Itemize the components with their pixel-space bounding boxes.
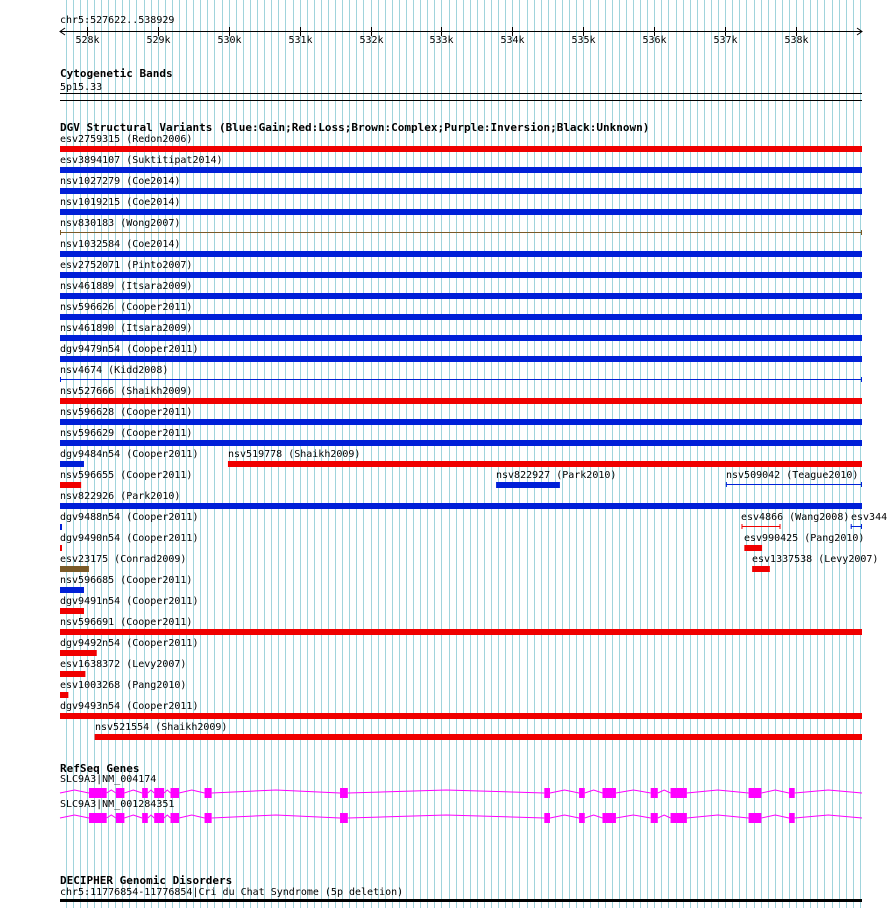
gene-exon — [171, 788, 180, 798]
dgv-feature-label[interactable]: dgv9479n54 (Cooper2011) — [60, 344, 199, 355]
dgv-feature-label[interactable]: nsv596685 (Cooper2011) — [60, 575, 193, 586]
dgv-feature-label[interactable]: nsv521554 (Shaikh2009) — [95, 722, 228, 733]
dgv-feature-label[interactable]: esv4866 (Wang2008) — [741, 512, 850, 523]
dgv-feature-label[interactable]: nsv461890 (Itsara2009) — [60, 323, 193, 334]
dgv-feature-label[interactable]: esv1638372 (Levy2007) — [60, 659, 187, 670]
gene-exon — [154, 813, 164, 823]
dgv-feature-label[interactable]: nsv1027279 (Coe2014) — [60, 176, 181, 187]
dgv-feature-label[interactable]: nsv596626 (Cooper2011) — [60, 302, 193, 313]
dgv-feature-label[interactable]: dgv9490n54 (Cooper2011) — [60, 533, 199, 544]
dgv-feature-label[interactable]: nsv1032584 (Coe2014) — [60, 239, 181, 250]
ruler-tick-label: 536k — [642, 35, 667, 46]
gene-exon — [340, 788, 348, 798]
decipher-feature-label[interactable]: chr5:11776854-11776854|Cri du Chat Syndrome (5p deletion) — [60, 887, 404, 898]
gene-label[interactable]: SLC9A3|NM_001284351 — [60, 799, 175, 810]
gene-exon — [171, 813, 180, 823]
cytoband-track-title: Cytogenetic Bands — [60, 67, 173, 80]
gene-exon — [602, 813, 615, 823]
dgv-feature-label[interactable]: esv1003268 (Pang2010) — [60, 680, 187, 691]
ruler-tick-label: 531k — [288, 35, 313, 46]
ruler-tick-label: 533k — [429, 35, 454, 46]
gene-exon — [89, 788, 107, 798]
decipher-track-title: DECIPHER Genomic Disorders — [60, 874, 233, 887]
dgv-feature-label[interactable]: dgv9493n54 (Cooper2011) — [60, 701, 199, 712]
dgv-feature-label[interactable]: nsv461889 (Itsara2009) — [60, 281, 193, 292]
dgv-feature-label[interactable]: nsv1019215 (Coe2014) — [60, 197, 181, 208]
gene-exon — [789, 788, 795, 798]
gene-exon — [579, 788, 585, 798]
gene-exon — [651, 788, 658, 798]
gene-exon — [205, 813, 212, 823]
dgv-feature-label[interactable]: nsv596655 (Cooper2011) — [60, 470, 193, 481]
gene-exon — [116, 813, 125, 823]
dgv-feature-label[interactable]: nsv596629 (Cooper2011) — [60, 428, 193, 439]
dgv-feature-label[interactable]: esv344 — [851, 512, 888, 523]
dgv-feature-label[interactable]: esv1337538 (Levy2007) — [752, 554, 879, 565]
dgv-track-title: DGV Structural Variants (Blue:Gain;Red:Loss;Brown:Complex;Purple:Inversion;Black:Unknown) — [60, 121, 650, 134]
gene-exon — [671, 788, 687, 798]
gene-exon — [142, 788, 148, 798]
dgv-feature-label[interactable]: dgv9492n54 (Cooper2011) — [60, 638, 199, 649]
dgv-feature-label[interactable]: nsv830183 (Wong2007) — [60, 218, 181, 229]
dgv-feature-label[interactable]: esv3894107 (Suktitipat2014) — [60, 155, 223, 166]
ruler-tick-label: 537k — [713, 35, 738, 46]
gene-exon — [789, 813, 795, 823]
dgv-feature-label[interactable]: nsv596628 (Cooper2011) — [60, 407, 193, 418]
ruler-tick-label: 535k — [571, 35, 596, 46]
cytoband-label[interactable]: 5p15.33 — [60, 82, 103, 93]
ruler-tick-label: 538k — [784, 35, 809, 46]
dgv-feature-label[interactable]: nsv509042 (Teague2010) — [726, 470, 859, 481]
ruler-tick-label: 529k — [146, 35, 171, 46]
ruler-tick-label: 534k — [500, 35, 525, 46]
dgv-feature-label[interactable]: esv23175 (Conrad2009) — [60, 554, 187, 565]
gene-exon — [651, 813, 658, 823]
dgv-feature-label[interactable]: nsv519778 (Shaikh2009) — [228, 449, 361, 460]
dgv-feature-label[interactable]: esv2752071 (Pinto2007) — [60, 260, 193, 271]
gene-exon — [116, 788, 125, 798]
gene-intron — [60, 790, 862, 793]
refseq-track-title: RefSeq Genes — [60, 762, 140, 775]
gene-exon — [544, 788, 550, 798]
gene-exon — [749, 813, 762, 823]
dgv-feature-label[interactable]: esv990425 (Pang2010) — [744, 533, 865, 544]
gene-exon — [749, 788, 762, 798]
dgv-feature-label[interactable]: nsv4674 (Kidd2008) — [60, 365, 169, 376]
gene-exon — [602, 788, 615, 798]
dgv-feature-label[interactable]: dgv9491n54 (Cooper2011) — [60, 596, 199, 607]
decipher-feature[interactable] — [60, 899, 862, 902]
gene-label[interactable]: SLC9A3|NM_004174 — [60, 774, 157, 785]
ruler-tick-label: 528k — [75, 35, 100, 46]
dgv-feature-label[interactable]: nsv527666 (Shaikh2009) — [60, 386, 193, 397]
dgv-feature-label[interactable]: dgv9488n54 (Cooper2011) — [60, 512, 199, 523]
dgv-feature-label[interactable]: nsv596691 (Cooper2011) — [60, 617, 193, 628]
gene-exon — [154, 788, 164, 798]
gene-exon — [142, 813, 148, 823]
gene-exon — [205, 788, 212, 798]
dgv-feature-label[interactable]: dgv9484n54 (Cooper2011) — [60, 449, 199, 460]
ruler-tick-label: 530k — [217, 35, 242, 46]
ruler-tick-label: 532k — [359, 35, 384, 46]
gene-intron — [60, 815, 862, 818]
gene-exon — [89, 813, 107, 823]
gene-exon — [340, 813, 348, 823]
dgv-feature-label[interactable]: esv2759315 (Redon2006) — [60, 134, 193, 145]
dgv-feature-label[interactable]: nsv822926 (Park2010) — [60, 491, 181, 502]
coordinates-label: chr5:527622..538929 — [60, 15, 175, 26]
dgv-feature-label[interactable]: nsv822927 (Park2010) — [496, 470, 617, 481]
gene-exon — [544, 813, 550, 823]
gene-exon — [671, 813, 687, 823]
gene-exon — [579, 813, 585, 823]
